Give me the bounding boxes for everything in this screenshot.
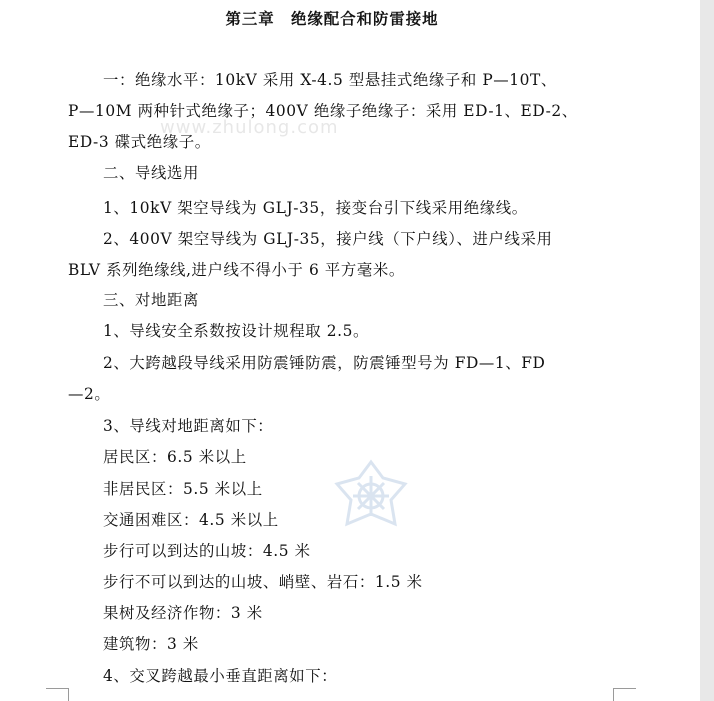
list-item: 步行可以到达的山坡：4.5 米 xyxy=(103,542,311,560)
paragraph-line: 4、交叉跨越最小垂直距离如下： xyxy=(103,667,338,685)
page-corner-mark-right xyxy=(613,688,636,701)
section-heading: 二、导线选用 xyxy=(103,164,199,182)
paragraph-line: ED-3 碟式绝缘子。 xyxy=(68,133,211,151)
window-edge xyxy=(700,0,714,701)
chapter-title: 第三章 绝缘配合和防雷接地 xyxy=(225,10,439,28)
watermark-text: www.zhulong.com xyxy=(160,117,339,138)
list-item: 交通困难区：4.5 米以上 xyxy=(103,511,279,529)
list-item: 建筑物：3 米 xyxy=(103,635,199,653)
paragraph-line: 1、导线安全系数按设计规程取 2.5。 xyxy=(103,322,370,340)
list-item: 居民区：6.5 米以上 xyxy=(103,448,247,466)
paragraph-line: —2。 xyxy=(68,385,111,403)
list-item: 非居民区：5.5 米以上 xyxy=(103,480,263,498)
paragraph-line: 3、导线对地距离如下： xyxy=(103,417,274,435)
list-item: 果树及经济作物：3 米 xyxy=(103,604,263,622)
paragraph-line: 2、大跨越段导线采用防震锤防震，防震锤型号为 FD—1、FD xyxy=(103,354,546,372)
paragraph-line: 一：绝缘水平：10kV 采用 X-4.5 型悬挂式绝缘子和 P—10T、 xyxy=(103,71,557,89)
section-heading: 三、对地距离 xyxy=(103,291,199,309)
paragraph-line: 2、400V 架空导线为 GLJ-35，接户线（下户线）、进户线采用 xyxy=(103,230,553,248)
page-corner-mark-left xyxy=(46,688,69,701)
paragraph-line: BLV 系列绝缘线,进户线不得小于 6 平方毫米。 xyxy=(68,261,405,279)
paragraph-line: P—10M 两种针式绝缘子；400V 绝缘子绝缘子：采用 ED-1、ED-2、 xyxy=(68,102,578,120)
paragraph-line: 1、10kV 架空导线为 GLJ-35，接变台引下线采用绝缘线。 xyxy=(103,199,528,217)
list-item: 步行不可以到达的山坡、峭壁、岩石：1.5 米 xyxy=(103,573,423,591)
